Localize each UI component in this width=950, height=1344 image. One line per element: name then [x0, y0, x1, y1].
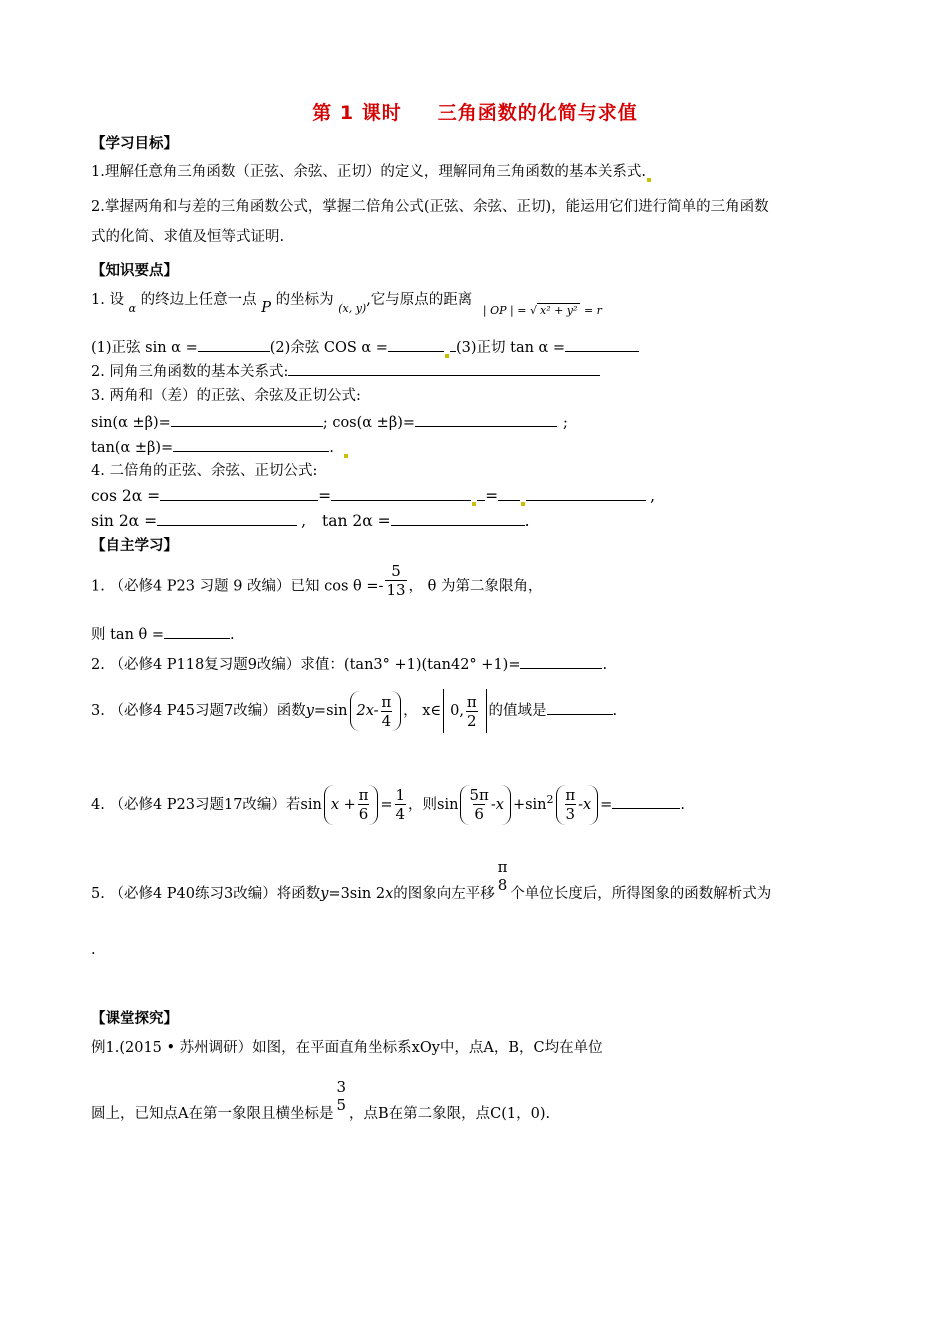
- paren-group: 2x- $\frac{\pi}{4}$: [350, 691, 402, 731]
- point-2: 2. 同角三角函数的基本关系式:: [91, 361, 600, 382]
- answer-blank[interactable]: [612, 794, 680, 809]
- point-1-definition: 1. 设 $_\alpha$ 的终边上任意一点 P 的坐标为 $_{(x, y)}$,它与原点的距离 $_{| OP | = √ x^2 + y^2 = r}$: [91, 292, 602, 317]
- answer-blank[interactable]: [171, 412, 323, 427]
- example-1-line-2: 圆上，已知点A在第一象限且横坐标是 3 5 ，点B在第二象限，点C(1，0).: [91, 1078, 551, 1122]
- answer-blank[interactable]: [477, 486, 485, 501]
- interval-bracket: 0, $\frac{\pi}{2}$: [443, 689, 486, 733]
- section-self-heading: 【自主学习】: [91, 538, 178, 554]
- answer-blank[interactable]: [164, 624, 230, 639]
- question-4: 4. （必修4 P23习题17改编）若sin x + $\frac{\pi}{6}$ = $\frac{1}{4}$ ，则sin $\frac{5\pi}{6}$ -x $+\sin^2$ $\frac{\pi}{3}$ -x = .: [91, 786, 685, 824]
- answer-blank[interactable]: [526, 486, 646, 501]
- answer-blank[interactable]: [415, 412, 557, 427]
- answer-blank[interactable]: [198, 337, 270, 352]
- double-angle-cos: cos 2α = = = ,: [91, 487, 656, 505]
- sum-diff-sin-cos: sin(α ±β)= ; cos(α ±β)= ;: [91, 412, 568, 433]
- section-explore-heading: 【课堂探究】: [91, 1011, 178, 1027]
- sum-diff-tan: tan(α ±β)= .: [91, 437, 349, 458]
- fraction-5-13: $\frac{5}{13}$: [386, 562, 406, 599]
- answer-blank[interactable]: [388, 337, 444, 352]
- answer-blank[interactable]: [173, 437, 329, 452]
- question-1-answer: 则 tan θ = .: [91, 624, 235, 645]
- goal-1: 1.理解任意角三角函数（正弦、余弦、正切）的定义，理解同角三角函数的基本关系式.: [91, 162, 652, 182]
- page-title: [0, 98, 950, 125]
- answer-blank[interactable]: [160, 486, 318, 501]
- example-1-line-1: 例1.(2015 • 苏州调研）如图，在平面直角坐标系xOy中，点A，B，C均在单位: [91, 1040, 603, 1056]
- question-2: 2. （必修4 P118复习题9改编）求值：(tan3° +1)(tan42° +1)= .: [91, 654, 607, 675]
- question-1: 1. （必修4 P23 习题 9 改编）已知 cos θ =- $\frac{5}{13}$ ， θ 为第二象限角，: [91, 562, 543, 599]
- question-5: 5. （必修4 P40练习3改编）将函数y=3sin 2x的图象向左平移 π 8 个单位长度后，所得图象的函数解析式为: [91, 858, 772, 902]
- answer-blank[interactable]: [520, 654, 602, 669]
- answer-blank[interactable]: [391, 511, 525, 526]
- goal-2a: 2.掌握两角和与差的三角函数公式，掌握二倍角公式(正弦、余弦、正切)，能运用它们进行简单的三角函数: [91, 199, 769, 215]
- answer-blank[interactable]: [331, 486, 471, 501]
- answer-blank[interactable]: [498, 486, 520, 501]
- answer-blank[interactable]: [157, 511, 297, 526]
- answer-blank[interactable]: [288, 361, 600, 376]
- lesson-topic: 三角函数的化简与求值: [437, 102, 638, 124]
- marker-dot: [647, 178, 651, 182]
- answer-blank[interactable]: [547, 700, 613, 715]
- section-points-heading: 【知识要点】: [91, 263, 178, 279]
- answer-blank[interactable]: [565, 337, 639, 352]
- double-angle-sin-tan: sin 2α = , tan 2α = .: [91, 512, 530, 530]
- point-3: 3. 两角和（差）的正弦、余弦及正切公式:: [91, 388, 361, 404]
- question-5-end: .: [91, 942, 96, 958]
- question-3: 3. （必修4 P45习题7改编）函数y=sin 2x- $\frac{\pi}{4}$ ， x∈ 0, $\frac{\pi}{2}$ 的值域是 .: [91, 686, 617, 736]
- goal-2b: 式的化简、求值及恒等式证明.: [91, 229, 285, 245]
- point-4: 4. 二倍角的正弦、余弦、正切公式:: [91, 463, 318, 479]
- point-1-trig-definitions: (1)正弦 sin α = (2)余弦 COS α = (3)正切 tan α =: [91, 337, 639, 358]
- lesson-number: 第 1 课时: [312, 102, 402, 124]
- section-goals-heading: 【学习目标】: [91, 136, 178, 152]
